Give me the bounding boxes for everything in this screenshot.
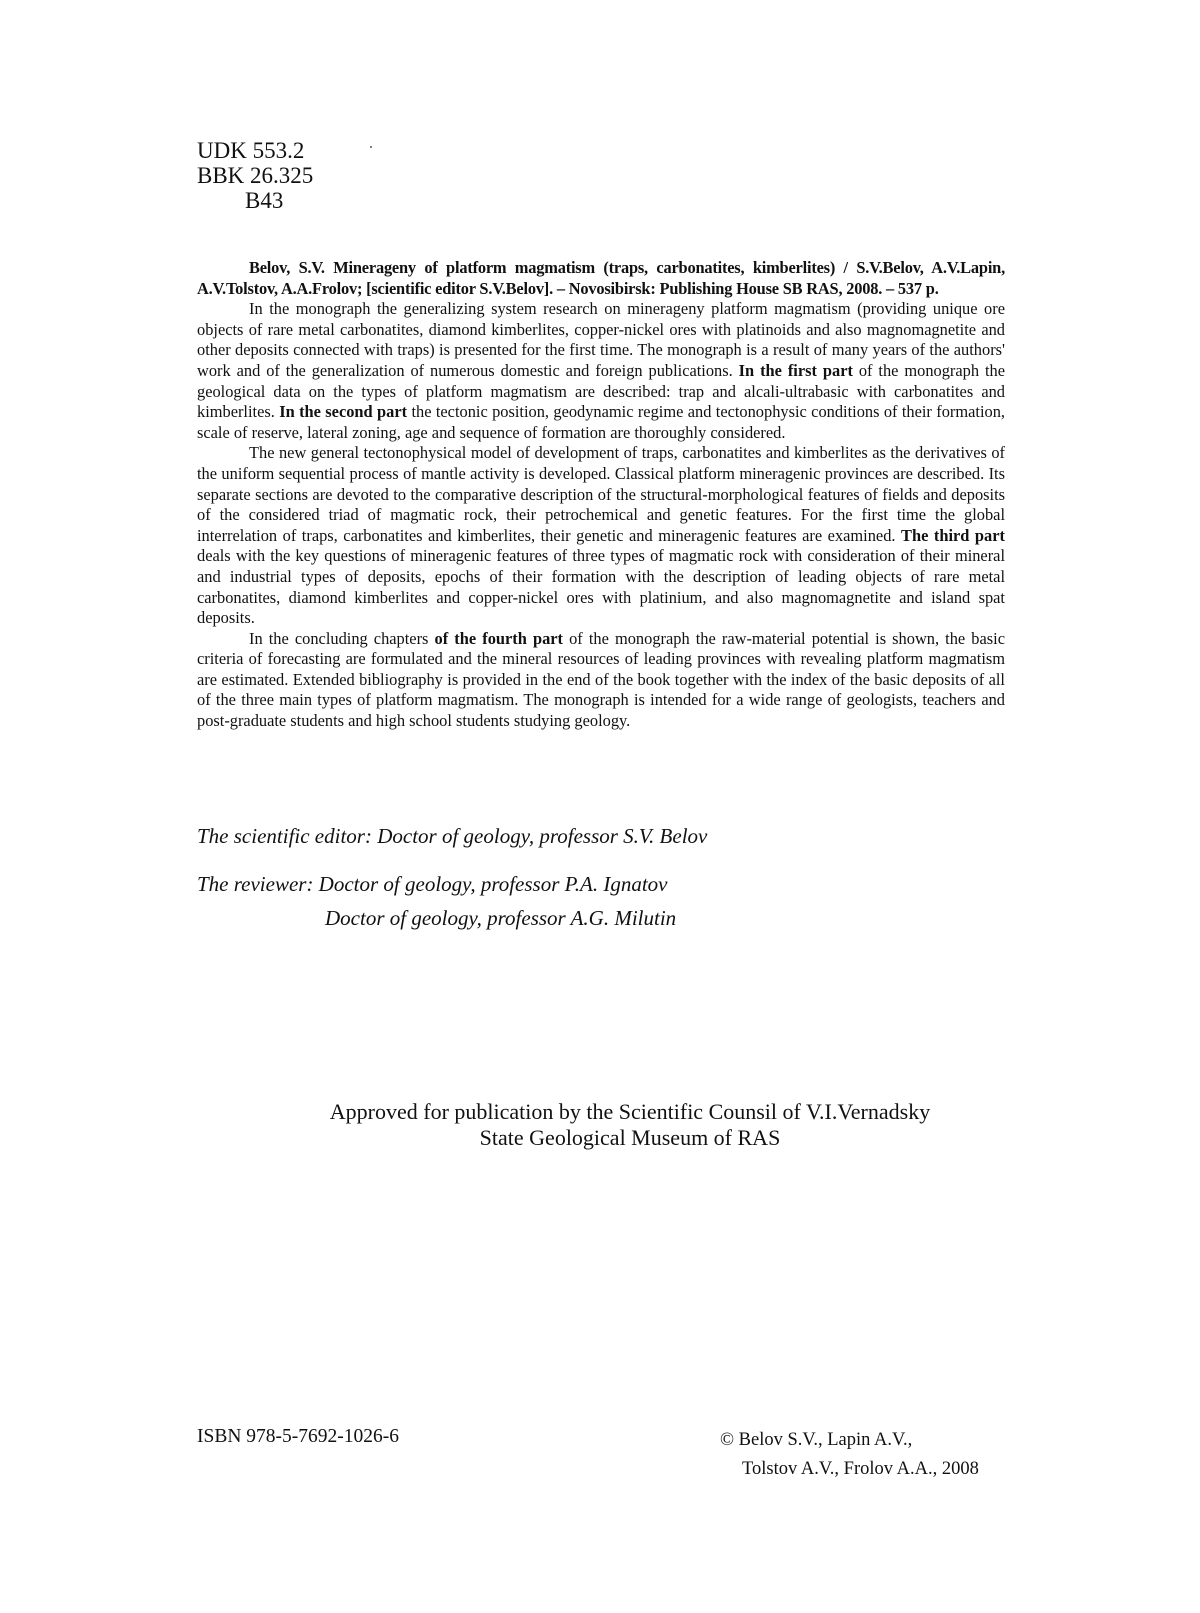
abstract-text: In the monograph the generalizing system research on minerageny platform magmatism (providing unique ore objects of rare metal carbonatites, diamond kimberlites, copper-nickel ores with platinoids and also magnomagnetite and other deposits connected with traps) is presented for the first time. The monograph is a result of many years of the authors' work and of the generalization of numerous domestic and foreign publications.	[197, 299, 1005, 380]
isbn: ISBN 978-5-7692-1026-6	[197, 1426, 400, 1447]
abstract-text: of the monograph the raw-material potential is shown, the basic criteria of forecasting are formulated and the mineral resources of leading provinces with revealing platform magmatism are estimated. Extended bibliography is provided in the end of the book together with the index of the basic deposits of all of the three main types of platform magmatism. The monograph is intended for a wide range of geologists, teachers and post-graduate students and high school students studying geology.	[197, 628, 1005, 731]
abstract-block	[197, 258, 1005, 732]
abstract-paragraph-3	[197, 629, 1005, 732]
abstract-paragraph-1	[197, 299, 1005, 443]
bbk-code: BBK 26.325	[197, 163, 314, 188]
copyright-line-2: Tolstov A.V., Frolov A.A., 2008	[742, 1459, 979, 1479]
udk-code: UDK 553.2	[197, 138, 305, 163]
bibliographic-citation: Belov, S.V. Minerageny of platform magmatism (traps, carbonatites, kimberlites) / S.V.Belov, A.V.Lapin, A.V.Tolstov, A.A.Frolov; [scientific editor S.V.Belov]. – Novosibirsk: Publishing House SB RAS, 2008. – 537 p.	[197, 258, 1005, 298]
classification-block	[197, 138, 313, 213]
scan-speck	[370, 146, 372, 148]
reviewer-1: The reviewer: Doctor of geology, professor P.A. Ignatov	[197, 872, 668, 896]
credits-block	[197, 823, 707, 931]
abstract-text: deals with the key questions of mineragenic features of three types of magmatic rock with consideration of their mineral and industrial types of deposits, epochs of their formation with the description of leading objects of rare metal carbonatites, diamond kimberlites and copper-nickel ores with platinium, and also magnomagnetite and island spat deposits.	[197, 546, 1005, 628]
abstract-text: In the concluding chapters	[249, 628, 429, 648]
abstract-text: of the monograph the geological data on the types of platform magmatism are described: trap and alcali-ultrabasic with carbonatites and kimberlites.	[197, 360, 1005, 422]
abstract-paragraph-2	[197, 443, 1005, 628]
abstract-emphasis: In the second part	[279, 402, 408, 422]
author-mark: B43	[245, 188, 284, 213]
abstract-emphasis: The third part	[901, 525, 1005, 545]
abstract-emphasis: In the first part	[738, 360, 853, 380]
copyright-line-1: © Belov S.V., Lapin A.V.,	[720, 1430, 913, 1450]
approval-line-1: Approved for publication by the Scientific Counsil of V.I.Vernadsky	[329, 1099, 931, 1124]
approval-statement	[0, 1099, 1200, 1151]
abstract-text: The new general tectonophysical model of development of traps, carbonatites and kimberlites as the derivatives of the uniform sequential process of mantle activity is developed. Classical platform mineragenic provinces are described. Its separate sections are devoted to the comparative description of the structural-morphological features of fields and deposits of the considered triad of magmatic rock, their petrochemical and genetic features. For the first time the global interrelation of traps, carbonatites and kimberlites, their genetic and mineragenic features are examined.	[197, 443, 1005, 545]
approval-line-2: State Geological Museum of RAS	[479, 1125, 781, 1150]
abstract-text: the tectonic position, geodynamic regime and tectonophysic conditions of their formation, scale of reserve, lateral zoning, age and sequence of formation are thoroughly considered.	[197, 402, 1005, 442]
scientific-editor: The scientific editor: Doctor of geology, professor S.V. Belov	[197, 824, 708, 848]
abstract-emphasis: of the fourth part	[434, 628, 563, 648]
reviewer-2: Doctor of geology, professor A.G. Milutin	[325, 906, 677, 930]
copyright-notice	[720, 1426, 979, 1484]
